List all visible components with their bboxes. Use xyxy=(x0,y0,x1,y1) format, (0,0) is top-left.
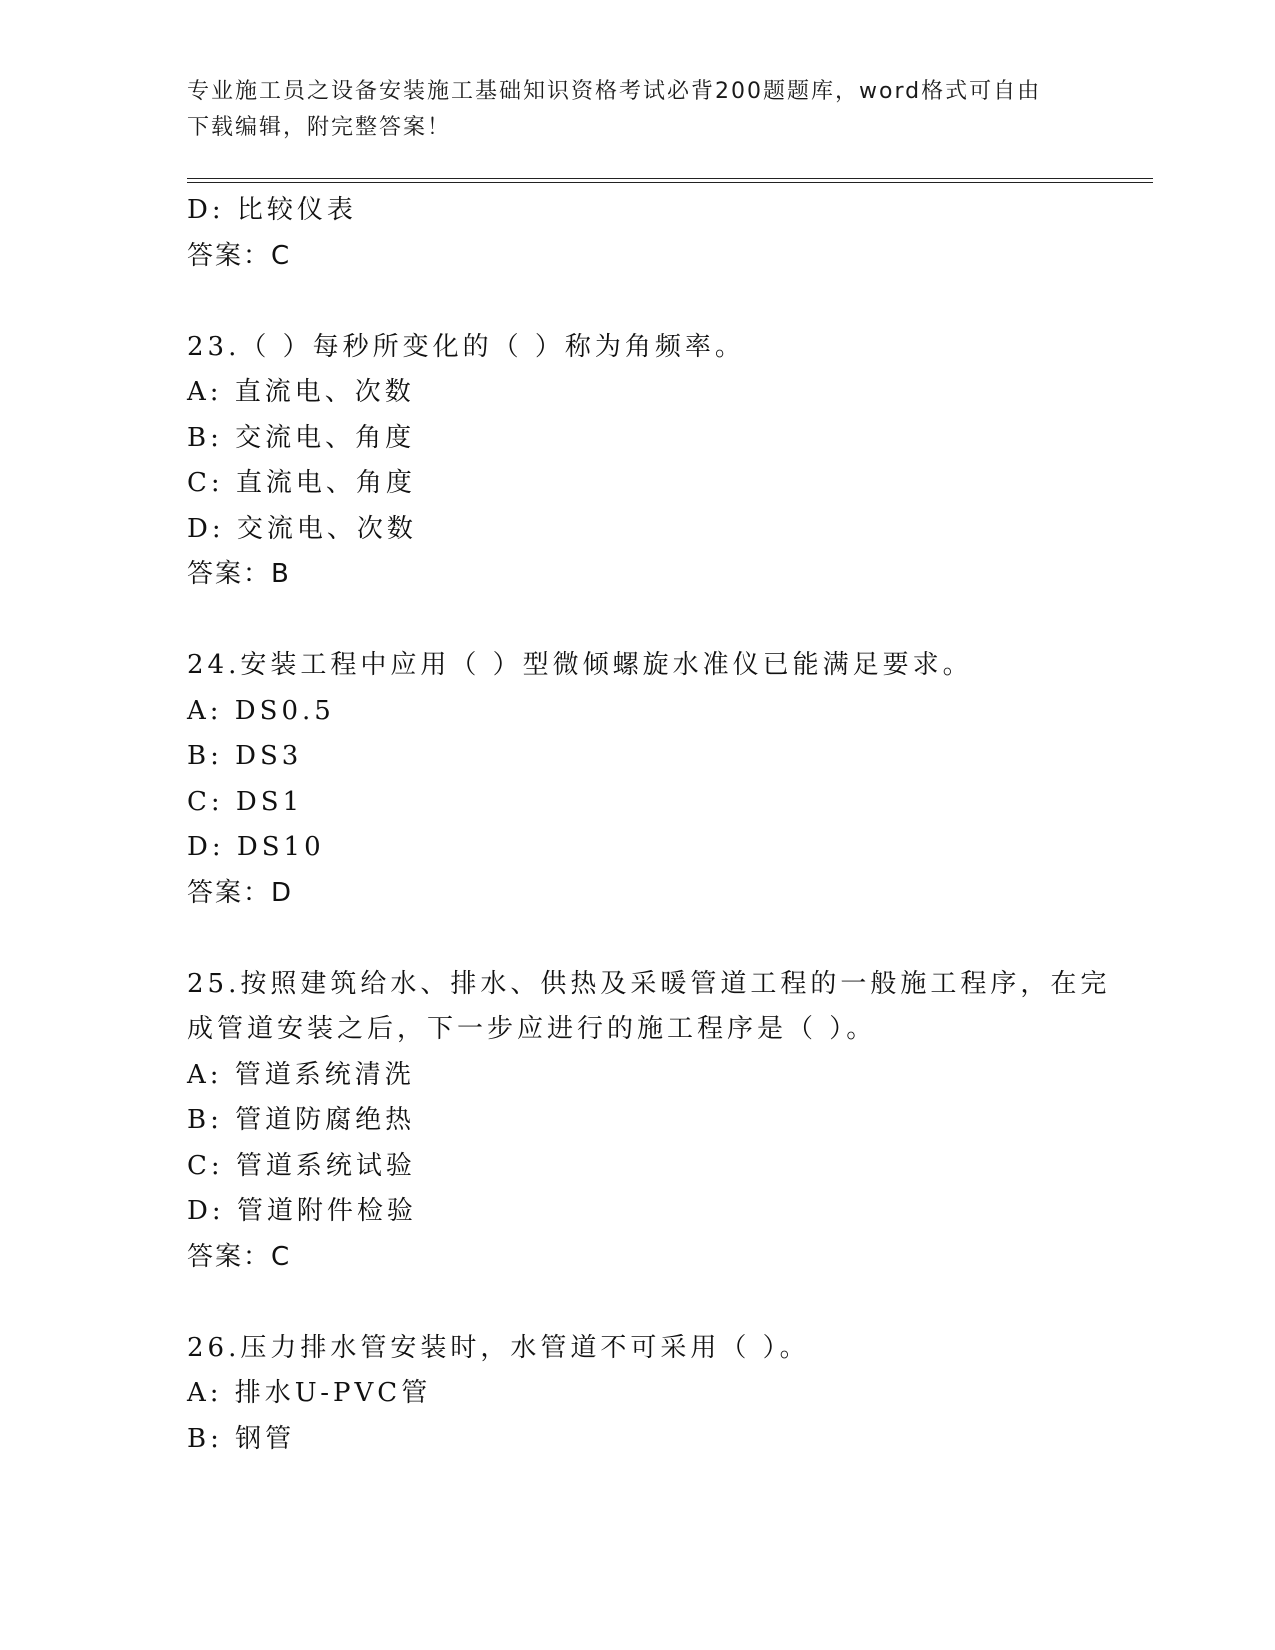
header-title-line-1: 专业施工员之设备安装施工基础知识资格考试必背200题题库，word格式可自由 xyxy=(187,79,1042,104)
option-b: B: 钢管 xyxy=(187,1423,296,1454)
question-24 xyxy=(187,643,1087,916)
option-d: D: 比较仪表 xyxy=(187,195,357,225)
option-c: C: 管道系统试验 xyxy=(187,1150,416,1181)
answer: 答案：B xyxy=(187,559,291,589)
option-b: B: 管道防腐绝热 xyxy=(187,1105,416,1135)
option-b: B: DS3 xyxy=(187,741,303,771)
answer: 答案：D xyxy=(187,877,294,908)
question-text: 26.压力排水管安装时，水管道不可采用（ ）。 xyxy=(187,1332,810,1363)
header-title-line-2: 下载编辑，附完整答案！ xyxy=(187,115,452,140)
question-23 xyxy=(187,325,1087,598)
question-text-line-1: 25.按照建筑给水、排水、供热及采暖管道工程的一般施工程序，在完 xyxy=(187,968,1111,999)
option-d: D: 交流电、次数 xyxy=(187,513,417,544)
option-a: A: 排水U-PVC管 xyxy=(187,1378,432,1408)
option-a: A: 管道系统清洗 xyxy=(187,1059,415,1090)
option-a: A: DS0.5 xyxy=(187,695,335,726)
spacer xyxy=(187,1280,1087,1326)
option-b: B: 交流电、角度 xyxy=(187,422,416,453)
spacer xyxy=(187,279,1087,325)
question-text: 23.（ ）每秒所变化的（ ）称为角频率。 xyxy=(187,331,745,362)
spacer xyxy=(187,916,1087,962)
question-list xyxy=(187,188,1111,1462)
document-header xyxy=(187,74,1067,146)
option-c: C: DS1 xyxy=(187,786,304,817)
question-text-line-2: 成管道安装之后，下一步应进行的施工程序是（ ）。 xyxy=(187,1014,877,1044)
question-25 xyxy=(187,962,1111,1281)
answer: 答案：C xyxy=(187,240,292,271)
header-double-rule xyxy=(187,178,1153,183)
spacer xyxy=(187,598,1087,644)
option-a: A: 直流电、次数 xyxy=(187,377,415,407)
question-26 xyxy=(187,1326,1087,1463)
option-c: C: 直流电、角度 xyxy=(187,468,416,498)
question-text: 24.安装工程中应用（ ）型微倾螺旋水准仪已能满足要求。 xyxy=(187,650,973,680)
partial-question-22 xyxy=(187,188,1087,279)
option-d: D: 管道附件检验 xyxy=(187,1196,417,1226)
option-d: D: DS10 xyxy=(187,832,325,862)
answer: 答案：C xyxy=(187,1241,292,1272)
